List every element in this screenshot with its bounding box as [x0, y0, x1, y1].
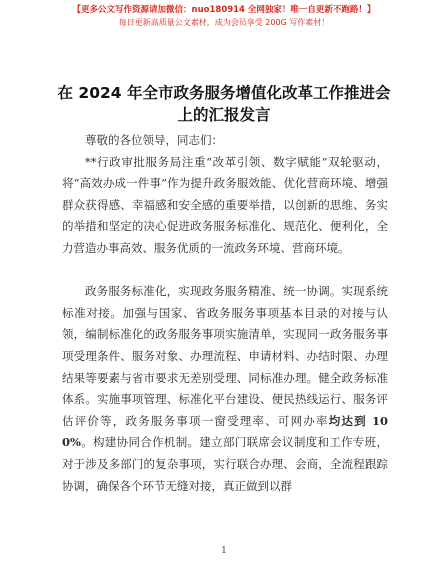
document-body — [62, 130, 388, 497]
paragraph-2 — [62, 281, 388, 497]
document-title-line2: 上的汇报发言 — [177, 106, 271, 124]
promo-banner-line1: 【更多公文写作资源请加微信：nuo180914 全网独家！唯一自更新不跑路！】 — [72, 5, 376, 15]
document-title-line1: 在 2024 年全市政务服务增值化改革工作推进会 — [57, 84, 391, 102]
promo-banner-line2: 每日更新高质量公文素材，成为会员享受 200G 写作素材！ — [118, 18, 330, 27]
paragraph-1: **行政审批服务局注重“改革引领、数字赋能”双轮驱动，将“高效办成一件事”作为提升政务服效能、优化营商环境、增强群众获得感、幸福感和安全感的重要举措，以创新的思维、务实的举措和坚定的决心促进政务服务标准化、规范化、便利化，全力营造办事高效、服务优质的一流政务环境、营商环境。 — [62, 154, 388, 255]
document-title — [40, 82, 408, 126]
paragraph-2-start: 政务服务标准化，实现政务服务精准、统一协调。实现系统标准对接。加强与国家、省政务服务事项基本目录的对接与认领，编制标准化的政务服务事项实施清单，实现同一政务服务事项受理条件、服务对象、办理流程、申请材料、办结时限、办理结果等要素与省市要求无差别受理、同标准办理。健全政务标准体系。实施事项管理、标准化平台建设、便民热线运行、服务评估评价等，政务服务事项一窗受理率、可网办率 — [62, 284, 388, 428]
salutation: 尊敬的各位领导，同志们： — [85, 133, 223, 147]
paragraph-2-end: 。构建协同合作机制。建立部门联席会议制度和工作专班，对于涉及多部门的复杂事项，实行联合办理、会商，全流程跟踪协调，确保各个环节无缝对接，真正做到以群 — [62, 435, 388, 493]
promo-banner — [0, 4, 448, 29]
page-number: 1 — [221, 546, 227, 556]
paragraph-2-bold: 均达到 100% — [62, 413, 388, 450]
